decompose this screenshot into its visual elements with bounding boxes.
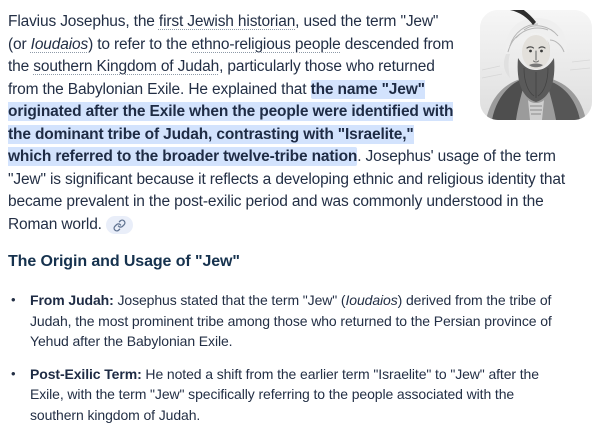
inline-link-ethno-religious-people[interactable]: ethno-religious people (191, 36, 340, 53)
bullet-marker: • (8, 364, 30, 425)
bullet-body-text: Josephus stated that the term "Jew" ( (114, 292, 346, 308)
bullet-lead: From Judah: (30, 292, 114, 308)
intro-text: ) to refer to the (88, 36, 191, 53)
bullet-list (8, 290, 592, 425)
citation-link-chip[interactable] (106, 216, 133, 234)
inline-link-southern-kingdom-of-judah[interactable]: southern Kingdom of Judah (33, 58, 219, 75)
highlighted-claim: the name "Jew" originated after the Exile when the people were identified with the dominant tribe of Judah, contrasting with "Israelite," which referred to the broader twelve-tribe nation (8, 80, 453, 167)
section-heading: The Origin and Usage of "Jew" (8, 253, 592, 271)
josephus-portrait-image[interactable] (480, 10, 592, 120)
intro-text: descended from the (8, 36, 454, 76)
intro-text: Flavius Josephus, the (8, 13, 159, 30)
inline-link-first-jewish-historian[interactable]: first Jewish historian (159, 13, 295, 30)
intro-text: . Josephus' usage of the term "Jew" is significant because it reflects a developing ethnic and religious identity that became prevalent in the post-exilic period and was commonly understood in the Roman world. (8, 148, 565, 233)
bullet-item-from-judah (8, 290, 568, 352)
bullet-item-post-exilic-term (8, 364, 568, 425)
bullet-lead: Post-Exilic Term: (30, 366, 142, 382)
bullet-body-text: ) derived from the tribe of Judah, the most prominent tribe among those who returned to the Persian province of Yehud after the Babylonian Exile. (30, 292, 552, 349)
bullet-body-text: He noted a shift from the earlier term "Israelite" to "Jew" after the Exile, with the term "Jew" specifically referring to the people associated with the southern kingdom of Judah. (30, 366, 539, 423)
bullet-italic-term: Ioudaios (346, 292, 398, 308)
bullet-marker: • (8, 290, 30, 352)
josephus-portrait-art (480, 10, 592, 120)
intro-text: , particularly those who returned from the Babylonian Exile. He explained that (8, 58, 435, 98)
intro-text: , used the term "Jew" (or (8, 13, 438, 53)
inline-link-ioudaios[interactable]: Ioudaios (31, 36, 88, 53)
bullet-text (30, 364, 568, 425)
link-icon (113, 219, 126, 232)
bullet-text (30, 290, 568, 352)
